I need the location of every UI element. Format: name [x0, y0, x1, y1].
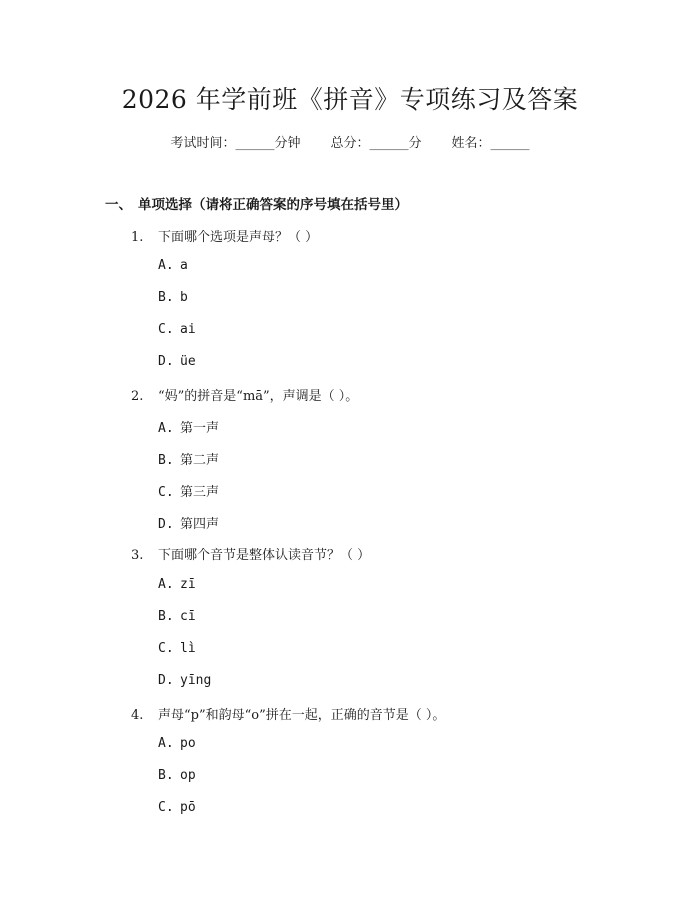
option	[158, 641, 196, 656]
question	[131, 544, 370, 563]
option	[158, 768, 196, 783]
option-letter: D.	[158, 354, 174, 369]
section-number: 一、	[105, 197, 132, 213]
question-number: 3.	[131, 548, 144, 563]
question-text: “妈”的拼音是“mā”，声调是（ ）。	[158, 389, 359, 404]
option-letter: C.	[158, 322, 174, 337]
option-letter: D.	[158, 517, 174, 532]
option-text: 第一声	[180, 421, 220, 436]
option-letter: C.	[158, 485, 174, 500]
option-text: a	[180, 258, 188, 273]
option-text: cī	[180, 609, 196, 624]
question-text: 下面哪个音节是整体认读音节？（ ）	[158, 548, 371, 563]
section-title: 单项选择（请将正确答案的序号填在括号里）	[138, 197, 408, 213]
question	[131, 226, 318, 245]
option-text: ai	[180, 322, 196, 337]
question-number: 4.	[131, 708, 144, 723]
option-text: 第三声	[180, 485, 220, 500]
exam-meta	[0, 132, 700, 151]
option-letter: D.	[158, 673, 174, 688]
option-text: yīng	[180, 673, 212, 688]
option-letter: A.	[158, 736, 174, 751]
option-text: üe	[180, 354, 196, 369]
total-score-field: 总分：______分	[330, 136, 422, 151]
option	[158, 736, 196, 751]
option-letter: B.	[158, 453, 174, 468]
option-text: b	[180, 290, 188, 305]
option-text: zī	[180, 577, 196, 592]
option-letter: B.	[158, 609, 174, 624]
option	[158, 609, 196, 624]
option	[158, 258, 188, 273]
option-letter: A.	[158, 421, 174, 436]
option	[158, 290, 188, 305]
question-text: 声母“p”和韵母“o”拼在一起，正确的音节是（ ）。	[158, 708, 446, 723]
option	[158, 800, 196, 815]
option	[158, 673, 211, 688]
option	[158, 322, 196, 337]
option	[158, 577, 196, 592]
section-heading	[105, 193, 408, 213]
option-text: po	[180, 736, 196, 751]
option	[158, 513, 219, 532]
option-letter: B.	[158, 768, 174, 783]
option	[158, 354, 196, 369]
option	[158, 417, 219, 436]
option-text: 第四声	[180, 517, 220, 532]
option-text: 第二声	[180, 453, 220, 468]
exam-time-field: 考试时间：______分钟	[170, 136, 301, 151]
option-text: op	[180, 768, 196, 783]
option-letter: C.	[158, 641, 174, 656]
option-text: pō	[180, 800, 196, 815]
option-letter: B.	[158, 290, 174, 305]
question-number: 2.	[131, 389, 144, 404]
page-title: 2026 年学前班《拼音》专项练习及答案	[121, 85, 579, 114]
option-letter: C.	[158, 800, 174, 815]
question	[131, 704, 445, 723]
student-name-field: 姓名：______	[451, 136, 530, 151]
option	[158, 449, 219, 468]
question-text: 下面哪个选项是声母？（ ）	[158, 230, 319, 245]
question-number: 1.	[131, 230, 144, 245]
option-text: lì	[180, 641, 196, 656]
option-letter: A.	[158, 258, 174, 273]
option-letter: A.	[158, 577, 174, 592]
question	[131, 385, 358, 404]
option	[158, 481, 219, 500]
